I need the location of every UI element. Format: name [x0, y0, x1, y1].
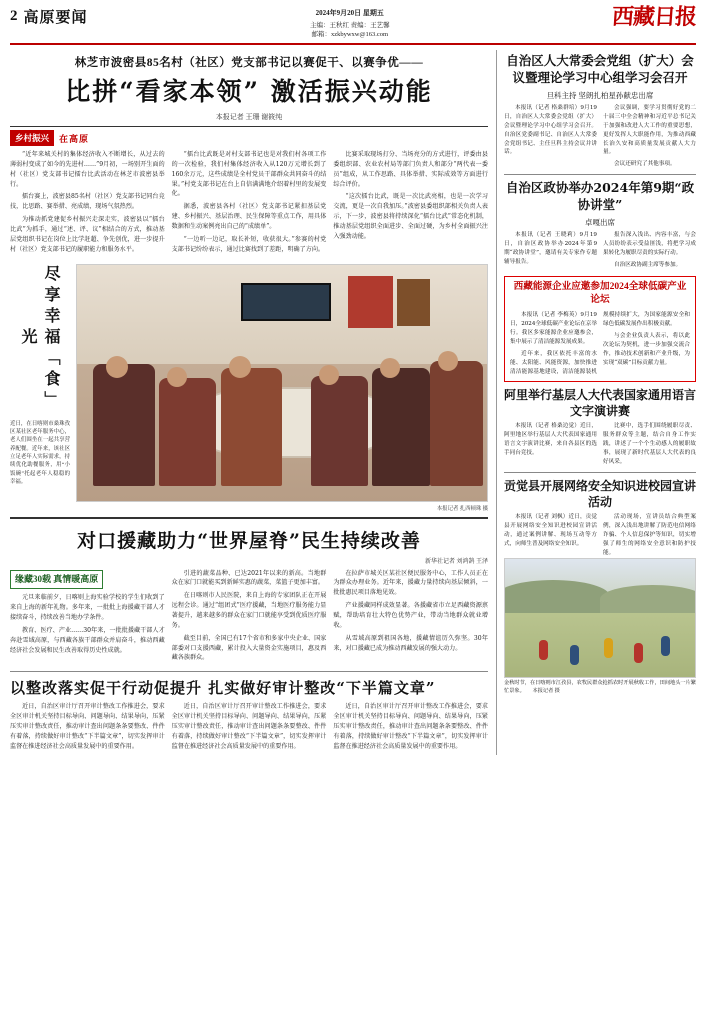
photo-face: [229, 356, 251, 378]
email-line: 邮箱：xzkbywxw@163.com: [311, 31, 389, 39]
paragraph: 截至目前，全国已有17个省市和多家中央企业、国家部委对口支援西藏，累计投入大量资金实施项目，惠及西藏各族群众。: [171, 634, 327, 662]
paragraph: 在日喀则市人民医院，来自上海的专家团队正在开展远程会诊。通过“组团式”医疗援藏，当地医疗服务能力显著提升，越来越多的群众在家门口就能享受到优质医疗服务。: [171, 592, 327, 629]
mid-col-2: [172, 569, 327, 667]
mid-col-3: [333, 569, 488, 667]
article-cppcc-lecture: [504, 180, 696, 271]
article-ali-speech-contest: [504, 387, 696, 467]
photo-hill: [600, 585, 696, 613]
feature-title-block: [10, 264, 70, 512]
article-headline: 自治区政协举办2024年第9期“政协讲堂”: [505, 180, 695, 213]
paragraph: 近日，自治区审计厅召开审计整改工作推进会，要求全区审计机关坚持目标导向、问题导向、结果导向，压紧压实审计整改责任，推动审计查出问题条条要整改、件件有着落，持续做好审计整改“下半篇文章”，切实发挥审计监督在推进经济社会高质量发展中的重要作用。: [171, 703, 327, 750]
paragraph: 擂台赛上，波密县85名村（社区）党支部书记同台竞技，比思路、赛举措、亮成绩，现场气氛热烈。: [10, 193, 165, 211]
paragraph: 与会企业负责人表示，将以此次论坛为契机，进一步加强交流合作，推动技术创新和产业升级，为实现“双碳”目标贡献力量。: [603, 333, 690, 366]
section-title: 高原要闻: [23, 10, 88, 26]
photo-worker: [539, 640, 548, 660]
paragraph: 本报讯（记者 格桑群培）9月19日，自治区人大常委会党组（扩大）会议暨理论学习中心组学习会召开。自治区党委副书记、自治区人大常委会党组书记、主任旦科主持会议并讲话。: [504, 104, 597, 156]
divider: [504, 174, 696, 175]
divider: [10, 671, 488, 672]
paragraph: 元旦来临前夕，日喀则上海实验学校的学生们收到了来自上海的新年礼物。多年来，一批批上海援藏干部人才接续奋斗，持续改善当地办学条件。: [10, 594, 165, 621]
paragraph: 自治区政协副主席等参加。: [614, 261, 682, 268]
article-subhead: 旦科主持 坚朗扎柏星孙献忠出席: [546, 90, 654, 100]
mid-article-headline: 对口援藏助力“世界屋脊”民生持续改善: [77, 529, 421, 552]
photo-person: [221, 368, 283, 486]
divider: [504, 472, 696, 473]
photo-worker: [570, 645, 579, 665]
paragraph: 近日，自治区审计厅召开审计整改工作推进会，要求全区审计机关坚持目标导向、问题导向、结果导向，压紧压实审计整改责任，推动审计查出问题条条要整改、件件有着落，持续做好审计整改“下半篇文章”，切实发挥审计监督在推进经济社会高质量发展中的重要作用。: [10, 703, 165, 750]
publication-date: 2024年9月20日 星期五: [315, 9, 384, 17]
mid-article-byline: 新华社记者 刘鸿鹄 王泽: [424, 558, 488, 565]
mid-col-1-text: [10, 593, 165, 655]
paragraph: 会议强调，要学习贯彻好党的二十届三中全会精神和习近平总书记关于加强和改进人大工作的重要思想，更好发挥人大职能作用，为推动西藏长治久安和高质量发展贡献人大力量。: [603, 104, 696, 156]
paragraph: 本报讯（记者 刘枫）近日，贡觉县开展网络安全知识进校园宣讲活动，通过案例讲解、现场互动等方式，向师生普及网络安全知识。: [504, 514, 597, 547]
divider: [10, 517, 488, 519]
photo-face: [319, 365, 339, 385]
mid-article-body: [10, 569, 488, 667]
feature-photo-credit: 本报记者 扎西顿珠 摄: [436, 505, 488, 512]
bottom-col-3: [333, 702, 488, 754]
paragraph: 活动现场，宣讲员结合典型案例，深入浅出地讲解了防范电信网络诈骗、个人信息保护等知识，切实增强了师生的网络安全意识和防护技能。: [603, 514, 696, 556]
article-subhead: 卓嘎出席: [585, 218, 615, 228]
page-number: 2: [10, 8, 18, 24]
bottom-article-body: [10, 702, 488, 754]
feature-photo-block: [10, 264, 488, 512]
feature-caption: 近日，在日喀则市桑珠孜区某社区老年服务中心，老人们围坐在一起共享营养配餐。近年来，该社区立足老年人实际需求，持续优化助餐服务，用“小饭碗”托起老年人稳稳的幸福。: [10, 420, 70, 486]
bottom-article-headline: 以整改落实促干行动促提升 扎实做好审计整改“下半篇文章”: [10, 679, 436, 698]
feature-photo: [76, 264, 488, 502]
masthead: [10, 6, 696, 45]
lead-body: [10, 150, 488, 258]
paragraph: 据悉，波密县各村（社区）党支部书记紧扣基层党建、乡村振兴、基层治理、民生保障等重点工作，用具体数据和生动案例亮出自己的“成绩单”。: [171, 203, 327, 231]
photo-person: [311, 376, 368, 487]
photo-worker: [634, 643, 643, 663]
article-npc-meeting: [504, 53, 696, 169]
paragraph: 从雪域高原到祖国各地，援藏情谊历久弥坚。30年来，对口援藏已成为推动西藏发展的强大动力。: [333, 634, 489, 652]
page-columns: [10, 50, 696, 755]
lead-col-1: [10, 150, 165, 258]
photo-person: [159, 378, 216, 487]
photo-face: [438, 351, 458, 371]
photo-poster: [348, 276, 393, 328]
article-headline: 阿里举行基层人大代表国家通用语言文字演讲赛: [504, 387, 697, 418]
bottom-col-1: [10, 702, 165, 754]
paragraph: 近日，自治区审计厅召开审计整改工作推进会，要求全区审计机关坚持目标导向、问题导向、结果导向，压紧压实审计整改责任，推动审计查出问题条条要整改、件件有着落，持续做好审计整改“下半篇文章”，切实发挥审计监督在推进经济社会高质量发展中的重要作用。: [333, 703, 489, 750]
paragraph: 报告深入浅出、内容丰富，与会人员纷纷表示受益匪浅，将把学习成果转化为履职尽责的实际行动。: [603, 232, 696, 256]
paragraph: 本报讯（记者 李梅英）9月19日，2024全球低碳产业论坛在京举行。我区多家能源企业应邀参会，集中展示了清洁能源发展成果。: [510, 312, 597, 345]
newspaper-nameplate: 西藏日报: [611, 4, 697, 30]
photo-person: [93, 364, 155, 487]
paragraph: 教育、医疗、产业……30年来，一批批援藏干部人才奔赴雪域高原，与西藏各族干部群众并肩奋斗，推动西藏经济社会发展和民生改善取得历史性成就。: [10, 626, 165, 654]
paragraph: 本报讯（记者 王晓莉）9月19日，自治区政协举办2024年第9期“政协讲堂”，邀请有关专家作专题辅导报告。: [504, 232, 597, 265]
photo-worker: [604, 638, 613, 658]
article-body: [504, 422, 696, 467]
harvest-photo: [504, 558, 696, 678]
photo-poster-2: [397, 279, 430, 326]
paragraph: 在拉萨市城关区某社区便民服务中心，工作人员正在为群众办理业务。近年来，援藏力量持续向基层倾斜，一批批惠民项目落地见效。: [333, 569, 489, 597]
paragraph: 产业援藏同样成效显著。各援藏省市立足西藏资源禀赋，帮助培育壮大特色优势产业，带动当地群众就业增收。: [333, 602, 489, 629]
divider: [10, 126, 488, 127]
article-gongjue-cyber: [504, 478, 696, 558]
mid-col-1: [10, 569, 165, 667]
masthead-right: [612, 6, 696, 28]
series-badge: 缘藏30载 真情暖高原: [10, 570, 103, 590]
paragraph: 会议还研究了其他事项。: [614, 161, 676, 168]
paragraph: 为推动抓党建促乡村振兴走深走实，波密县以“擂台比武”为抓手，通过“述、评、议”相结合的方式，推动基层党组织书记在岗位上比学赶超、争先创优，进一步提升村（社区）党支部书记的履职能力和服务水平。: [10, 216, 165, 253]
paragraph: 本报讯（记者 格桑边觉）近日，阿里地区举行基层人大代表国家通用语言文字演讲比赛，来自各县区的选手同台竞技。: [504, 423, 597, 456]
photo-face: [106, 356, 128, 378]
lead-byline: 本报记者 王珊 谢筱纯: [215, 113, 283, 121]
lead-col-2: [172, 150, 327, 258]
paragraph: “这次擂台比武，既是一次比武亮相，也是一次学习交流，更是一次自我加压。”波密县委组织部相关负责人表示，下一步，波密县将持续深化“擂台比武”常态化机制，推动基层党组织全面进步、全面过硬，为乡村全面振兴注入强劲动能。: [333, 193, 489, 240]
photo-person: [372, 368, 429, 486]
masthead-left: [10, 6, 88, 27]
main-column: [10, 50, 488, 755]
editor-line: 主编：王秋红 责编：王艺馨: [309, 21, 390, 29]
article-body: [504, 513, 696, 558]
lead-kicker: 林芝市波密县85名村（社区）党支部书记以赛促干、以赛争优——: [74, 57, 424, 69]
right-column: [496, 50, 696, 755]
article-body: [504, 231, 696, 271]
bottom-col-2: [172, 702, 327, 754]
lead-headline: 比拼“看家本领” 激活振兴动能: [65, 77, 433, 106]
paragraph: 比赛中，选手们围绕履职尽责、服务群众等主题，结合自身工作实践，讲述了一个个生动感人的履职故事，展现了新时代基层人大代表的良好风采。: [603, 423, 696, 465]
paragraph: “擂台比武既是对村支部书记也是对我们村各项工作的一次检验，我们村集体经济收入从120万元增长到了160余万元，这些成绩是全村党员干部群众共同奋斗的结果。”村党支部书记在台上自信满满地介绍着村里的发展变化。: [171, 151, 327, 198]
feature-vertical-title: 尽享幸福「食」光: [19, 265, 61, 413]
photo-person: [430, 361, 483, 486]
article-headline: 自治区人大常委会党组（扩大）会议暨理论学习中心组学习会召开: [506, 53, 694, 85]
article-body: [504, 104, 696, 170]
paragraph: 引进的蔬菜品种、已达2021年以来的新高。当地群众在家门口就能买到新鲜实惠的蔬菜，菜篮子更加丰富。: [171, 569, 327, 587]
highlighted-article-box: [504, 276, 696, 381]
photo-worker: [661, 636, 670, 656]
tag-subtitle: 在高原: [59, 133, 90, 144]
masthead-credits: [310, 8, 390, 40]
paragraph: 比赛采取现场打分、当场亮分的方式进行，评委由县委组织部、农业农村局等部门负责人和部分“两代表一委员”组成，从工作思路、具体举措、实际成效等方面进行综合评价。: [333, 151, 489, 188]
paragraph: “近年来城关村的集体经济收入不断增长，从过去的薄弱村变成了如今的先进村……”9月初，一场别开生面的村（社区）党支部书记擂台比武活动在林芝市波密县举行。: [10, 151, 165, 188]
lead-col-3: [333, 150, 488, 258]
article-body: [510, 311, 690, 377]
section-tag: [10, 130, 488, 146]
article-headline: 贡觉县开展网络安全知识进校园宣讲活动: [504, 478, 697, 509]
article-headline: 西藏能源企业应邀参加2024全球低碳产业论坛: [513, 281, 687, 306]
paragraph: “一边听一边记，取长补短，收获很大。”参赛的村党支部书记纷纷表示，通过比赛找到了差距，明确了方向。: [171, 235, 327, 253]
paragraph: 近年来，我区依托丰富的水能、太阳能、风能资源，加快推进清洁能源基地建设，清洁能源装机规模持续扩大，为国家能源安全和绿色低碳发展作出积极贡献。: [510, 312, 690, 375]
photo-hill: [504, 580, 610, 613]
harvest-photo-caption: 金秋时节，在日喀则市江孜县，农牧民群众抢抓农时开展秋收工作，田间地头一片繁忙景象。 本报记者 摄: [504, 679, 696, 694]
feature-photo-wrap: [76, 264, 488, 512]
tag-badge: 乡村振兴: [10, 130, 54, 146]
photo-tv: [241, 283, 331, 321]
